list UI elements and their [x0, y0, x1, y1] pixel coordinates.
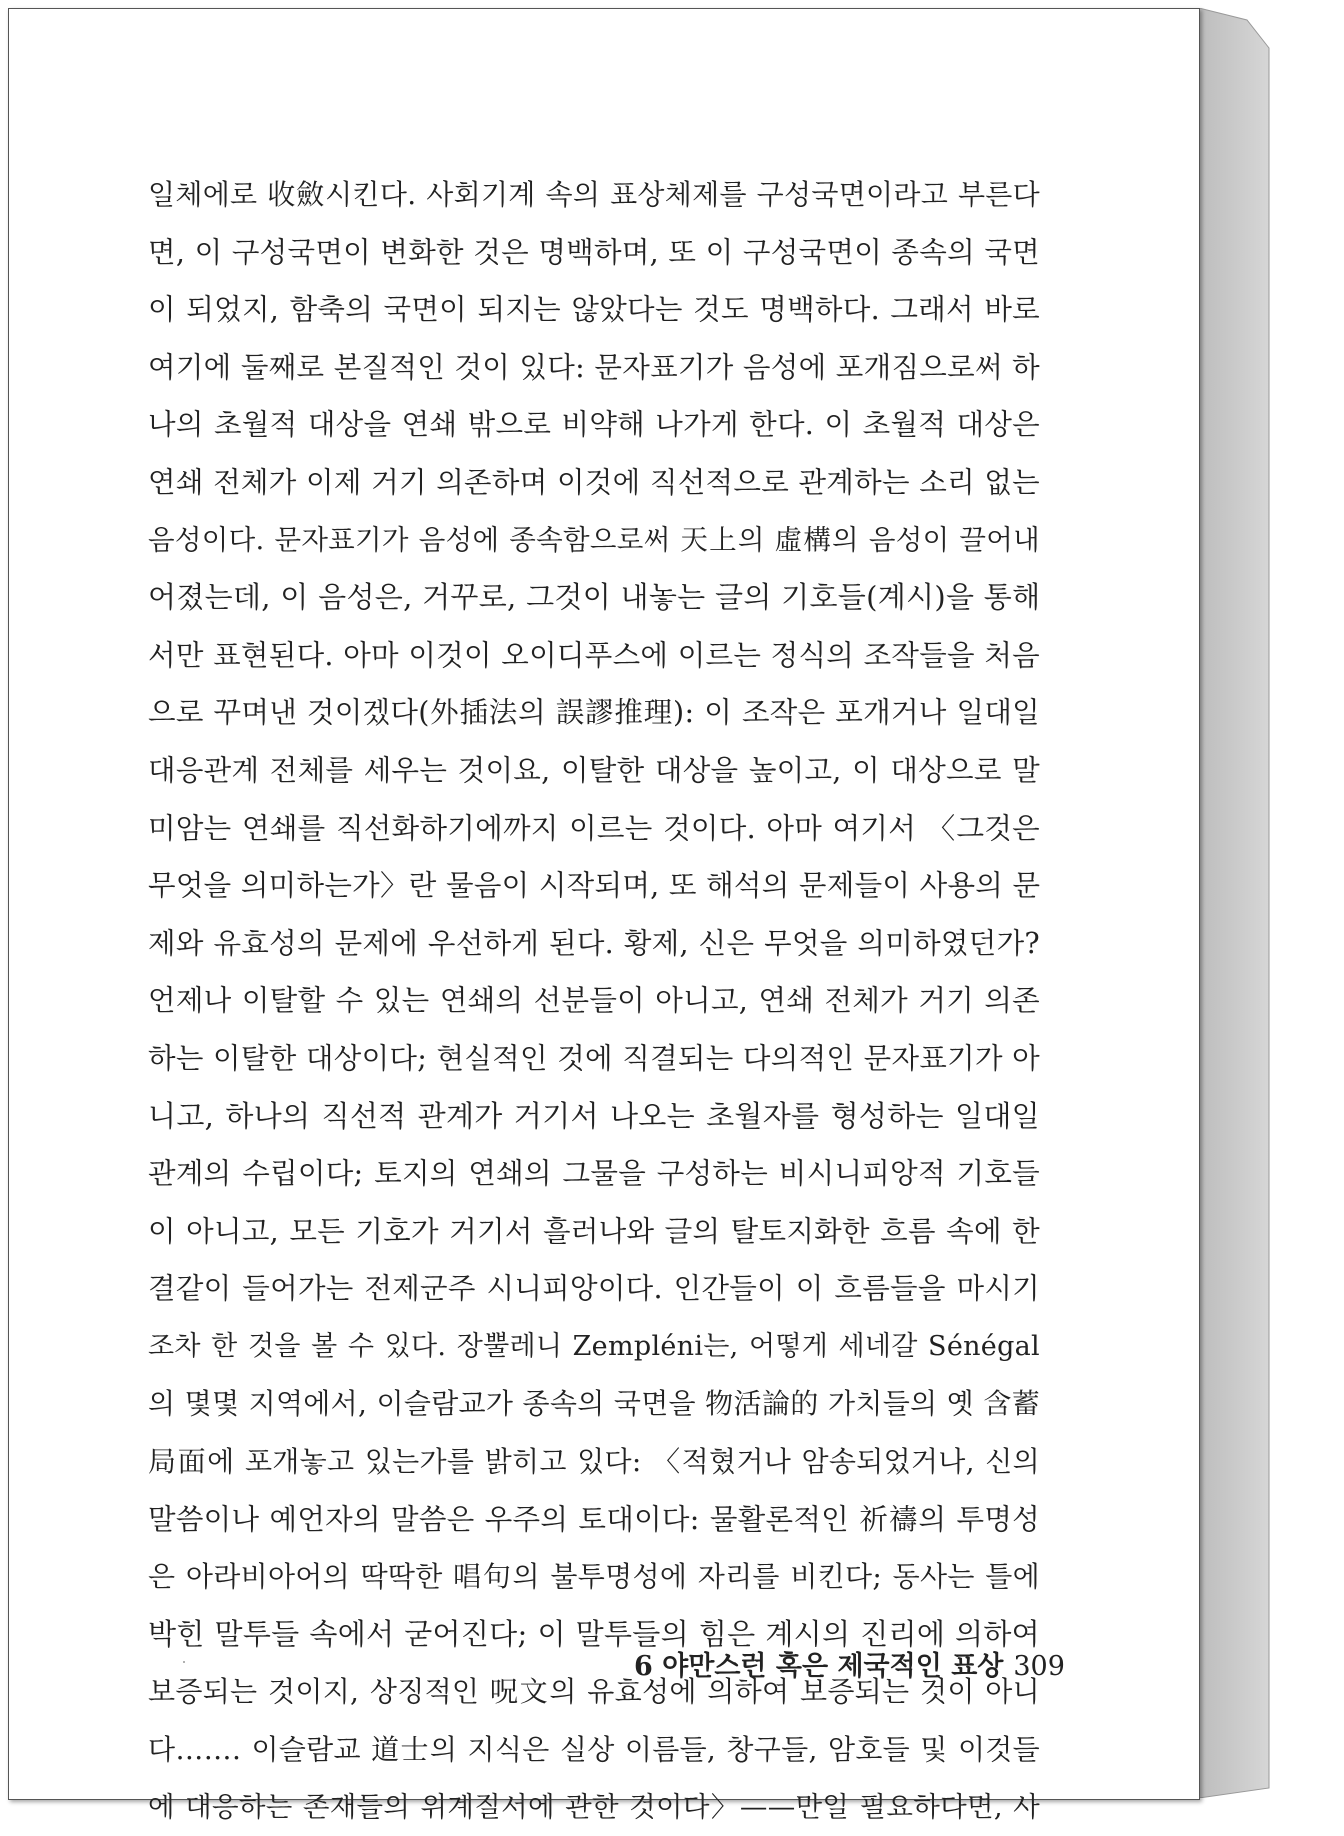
text-line: 다……. 이슬람교 道士의 지식은 실상 이름들, 창구들, 암호들 및 이것들: [148, 1733, 1040, 1767]
page-footer: [634, 1644, 1065, 1683]
text-line: 결같이 들어가는 전제군주 시니피앙이다. 인간들이 이 흐름들을 마시기: [148, 1272, 1040, 1306]
text-line: 박힌 말투들 속에서 굳어진다; 이 말투들의 힘은 계시의 진리에 의하여: [148, 1616, 1040, 1651]
text-line: 일체에로 收斂시킨다. 사회기계 속의 표상체제를 구성국면이라고 부른다: [148, 178, 1040, 211]
text-line: 이 아니고, 모든 기호가 거기서 흘러나와 글의 탈토지화한 흐름 속에 한: [148, 1214, 1040, 1248]
text-line: 서만 표현된다. 아마 이것이 오이디푸스에 이르는 정식의 조작들을 처음: [148, 638, 1040, 672]
text-line: 어졌는데, 이 음성은, 거꾸로, 그것이 내놓는 글의 기호들(계시)을 통해: [148, 580, 1041, 615]
text-line: 은 아라비아어의 딱딱한 唱句의 불투명성에 자리를 비킨다; 동사는 틀에: [148, 1560, 1040, 1594]
text-line: 이 되었지, 함축의 국면이 되지는 않았다는 것도 명백하다. 그래서 바로: [148, 293, 1040, 327]
text-line: 무엇을 의미하는가〉란 물음이 시작되며, 또 해석의 문제들이 사용의 문: [148, 869, 1041, 903]
text-line: 여기에 둘째로 본질적인 것이 있다: 문자표기가 음성에 포개짐으로써 하: [148, 350, 1040, 384]
page-number: 309: [1013, 1651, 1065, 1682]
text-line: 관계의 수립이다; 토지의 연쇄의 그물을 구성하는 비시니피앙적 기호들: [148, 1157, 1040, 1191]
text-line: 조차 한 것을 볼 수 있다. 장뿔레니 Zempléni는, 어떻게 세네갈 Sénégal: [148, 1330, 1040, 1362]
text-line: 제와 유효성의 문제에 우선하게 된다. 황제, 신은 무엇을 의미하였던가?: [148, 926, 1040, 960]
text-line: 니고, 하나의 직선적 관계가 거기서 나오는 초월자를 형성하는 일대일: [148, 1098, 1040, 1133]
text-line: 의 몇몇 지역에서, 이슬람교가 종속의 국면을 物活論的 가치들의 옛 含蓄: [148, 1387, 1040, 1421]
text-line: 局面에 포개놓고 있는가를 밝히고 있다: 〈적혔거나 암송되었거나, 신의: [148, 1445, 1040, 1479]
text-line: 면, 이 구성국면이 변화한 것은 명백하며, 또 이 구성국면이 종속의 국면: [148, 235, 1040, 269]
text-line: 하는 이탈한 대상이다; 현실적인 것에 직결되는 다의적인 문자표기가 아: [148, 1041, 1040, 1075]
text-line: 보증되는 것이지, 상징적인 呪文의 유효성에 의하여 보증되는 것이 아니: [148, 1675, 1040, 1709]
print-speck: [183, 1661, 185, 1663]
text-line: 음성이다. 문자표기가 음성에 종속함으로써 天上의 虛構의 음성이 끌어내: [148, 523, 1040, 556]
text-line: 대응관계 전체를 세우는 것이요, 이탈한 대상을 높이고, 이 대상으로 말: [148, 753, 1040, 787]
text-line: 언제나 이탈할 수 있는 연쇄의 선분들이 아니고, 연쇄 전체가 거기 의존: [148, 984, 1040, 1018]
text-line: 에 대응하는 존재들의 위계질서에 관한 것이다〉——만일 필요하다면, 사: [148, 1790, 1040, 1823]
text-line: 말씀이나 예언자의 말씀은 우주의 토대이다: 물활론적인 祈禱의 투명성: [148, 1502, 1040, 1536]
text-line: 나의 초월적 대상을 연쇄 밖으로 비약해 나가게 한다. 이 초월적 대상은: [148, 408, 1040, 442]
text-line: 미암는 연쇄를 직선화하기에까지 이르는 것이다. 아마 여기서 〈그것은: [148, 811, 1040, 845]
book-edge-shading: [1199, 8, 1279, 1798]
running-title: 6 야만스런 혹은 제국적인 표상: [634, 1651, 1004, 1682]
text-line: 으로 꾸며낸 것이겠다(外插法의 誤謬推理): 이 조작은 포개거나 일대일: [148, 696, 1040, 730]
body-text: [148, 166, 1040, 1836]
text-line: 연쇄 전체가 이제 거기 의존하며 이것에 직선적으로 관계하는 소리 없는: [148, 465, 1040, 499]
